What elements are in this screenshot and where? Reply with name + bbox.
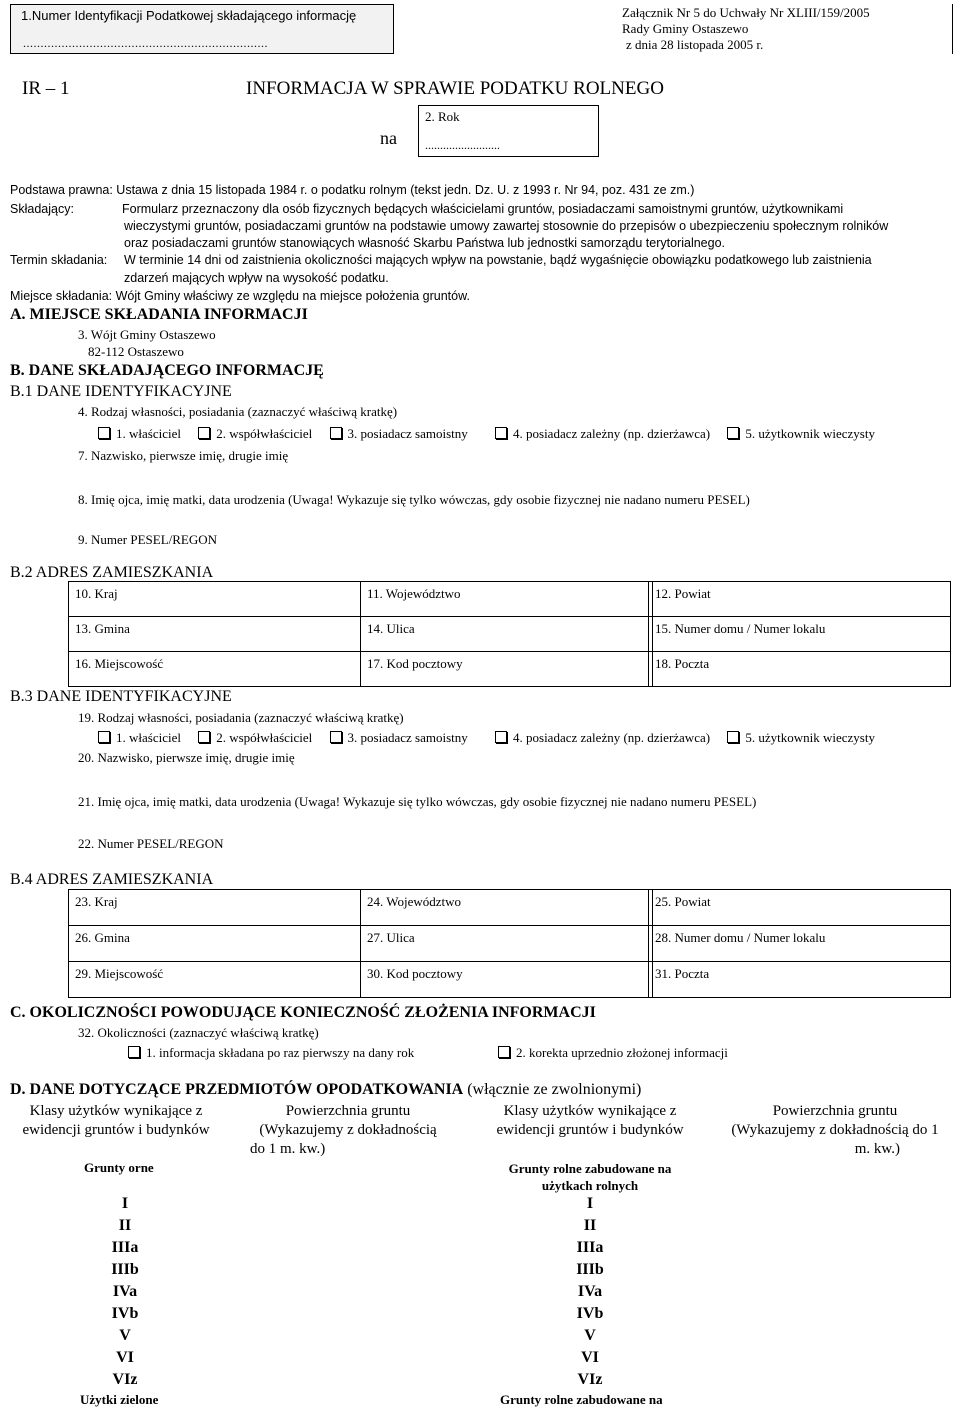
circumstance-option-2: 2. korekta uprzednio złożonej informacji [496,1045,728,1061]
address-cell-label: 18. Poczta [655,656,710,671]
office-line1: 3. Wójt Gminy Ostaszewo [78,327,216,342]
address-cell-label: 28. Numer domu / Numer lokalu [655,930,826,945]
submitter-line2: wieczystymi gruntów, posiadaczami gruntów na podstawie umowy zawartej stosownie do przepisów o ubezpieczeniu społecznym rolników [124,219,889,233]
section-d-title: D. DANE DOTYCZĄCE PRZEDMIOTÓW OPODATKOWANIA (włącznie ze zwolnionymi) [10,1081,642,1098]
col-classes-right: Klasy użytków wynikające z ewidencji gruntów i budynków [496,1103,684,1138]
grassland-label: Użytki zielone [80,1392,159,1407]
field-8-label: 8. Imię ojca, imię matki, data urodzenia (Uwaga! Wykazuje się tylko wówczas, gdy osobie fizycznej nie nadano numeru PESEL) [78,492,750,507]
address-cell-label: 27. Ulica [367,930,415,945]
submitter-line1: Formularz przeznaczony dla osób fizycznych będących właścicielami gruntów, posiadaczami samoistnymi gruntów, użytkownikami [122,202,844,216]
address-cell[interactable] [648,651,951,687]
field-19-label: 19. Rodzaj własności, posiadania (zaznaczyć właściwą kratkę) [78,710,404,725]
address-cell[interactable] [648,925,951,962]
deadline-line2: zdarzeń mających wpływ na wysokość podatku. [124,271,389,285]
address-cell[interactable] [68,889,361,926]
legal-basis: Podstawa prawna: Ustawa z dnia 15 listopada 1984 r. o podatku rolnym (tekst jedn. Dz. U. z 1993 r. Nr 94, poz. 431 ze zm.) [10,183,695,197]
field-21-label: 21. Imię ojca, imię matki, data urodzenia (Uwaga! Wykazuje się tylko wówczas, gdy osobie fizycznej nie nadano numeru PESEL) [78,794,757,809]
address-cell-label: 13. Gmina [75,621,130,636]
address-cell[interactable] [648,581,951,617]
form-code: IR – 1 [22,78,70,99]
field-7-label: 7. Nazwisko, pierwsze imię, drugie imię [78,448,289,463]
nip-dots: ...................................................................... [23,36,268,50]
classes-right-list [525,1193,655,1391]
ownership-options-1: 1. właściciel 2. współwłaściciel 3. posiadacz samoistny 4. posiadacz zależny (np. dzierżawca) 5. użytkownik wieczysty [96,426,875,442]
b4-title: B.4 ADRES ZAMIESZKANIA [10,871,214,888]
address-cell[interactable] [648,616,951,652]
deadline-line1: W terminie 14 dni od zaistnienia okoliczności mających wpływ na powstanie, bądź wygaśnięcie obowiązku podatkowego lub zaistnienia [124,253,872,267]
soil-class-label: IIIa [576,1239,604,1256]
address-cell-label: 30. Kod pocztowy [367,966,463,981]
soil-class-label: I [586,1195,594,1212]
nip-box[interactable] [10,4,394,54]
address-cell-label: 25. Powiat [655,894,711,909]
year-label: 2. Rok [425,109,460,124]
checkbox-co-owner[interactable] [198,427,210,439]
b2-title: B.2 ADRES ZAMIESZKANIA [10,564,214,581]
address-cell[interactable] [360,925,653,962]
submitter-line3: oraz posiadaczami gruntów stanowiących własność Skarbu Państwa lub jednostki samorządu terytorialnego. [124,236,726,250]
col-classes-left: Klasy użytków wynikające z ewidencji gruntów i budynków [22,1103,210,1138]
col-area-right: Powierzchnia gruntu (Wykazujemy z dokładnością do 1 m. kw.) [731,1103,939,1157]
circumstance-option-1: 1. informacja składana po raz pierwszy na dany rok [126,1045,414,1061]
section-a-title: A. MIEJSCE SKŁADANIA INFORMACJI [10,306,308,323]
address-cell-label: 24. Województwo [367,894,462,909]
b3-title: B.3 DANE IDENTYFIKACYJNE [10,688,232,705]
address-cell[interactable] [360,889,653,926]
address-cell-label: 16. Miejscowość [75,656,164,671]
soil-class-label: VI [581,1349,599,1366]
soil-class-label: IVb [111,1305,139,1322]
soil-class-label: II [118,1217,132,1234]
address-cell-label: 14. Ulica [367,621,415,636]
built-up-land-footer: Grunty rolne zabudowane na [500,1392,663,1407]
address-cell[interactable] [360,616,653,652]
address-cell[interactable] [648,961,951,998]
checkbox-owner[interactable] [98,427,110,439]
address-cell-label: 31. Poczta [655,966,710,981]
deadline-label: Termin składania: [10,253,108,267]
address-cell[interactable] [68,961,361,998]
year-dots: ......................... [425,138,500,152]
soil-class-label: IIIb [576,1261,604,1278]
address-cell-label: 11. Województwo [367,586,461,601]
soil-class-label: VIz [577,1371,603,1388]
submitter-label: Składający: [10,202,74,216]
soil-class-label: IIIb [111,1261,139,1278]
address-cell-label: 29. Miejscowość [75,966,164,981]
address-cell[interactable] [648,889,951,926]
section-c-title: C. OKOLICZNOŚCI POWODUJĄCE KONIECZNOŚĆ ZŁOŻENIA INFORMACJI [10,1004,596,1021]
address-cell-label: 26. Gmina [75,930,130,945]
address-cell[interactable] [68,651,361,687]
classes-left-list [60,1193,190,1391]
soil-class-label: I [121,1195,129,1212]
checkbox-first-submission[interactable] [128,1046,140,1058]
header-divider [952,4,953,54]
attachment-line2: Rady Gminy Ostaszewo [622,21,749,36]
b1-title: B.1 DANE IDENTYFIKACYJNE [10,383,232,400]
checkbox-independent-holder[interactable] [330,427,342,439]
arable-land-label: Grunty orne [84,1160,154,1175]
checkbox-independent-holder-2[interactable] [330,731,342,743]
address-cell-label: 10. Kraj [75,586,118,601]
address-cell-label: 17. Kod pocztowy [367,656,463,671]
soil-class-label: VIz [112,1371,138,1388]
nip-label: 1.Numer Identyfikacji Podatkowej składającego informację [21,8,357,23]
address-cell-label: 23. Kraj [75,894,118,909]
address-cell[interactable] [68,616,361,652]
field-22-label: 22. Numer PESEL/REGON [78,836,224,851]
address-cell-label: 12. Powiat [655,586,711,601]
checkbox-dependent-holder-2[interactable] [495,731,507,743]
soil-class-label: IVa [577,1283,603,1300]
place-of-submission: Miejsce składania: Wójt Gminy właściwy ze względu na miejsce położenia gruntów. [10,289,470,303]
col-area-left: Powierzchnia gruntu (Wykazujemy z dokładnością do 1 m. kw.) [250,1103,437,1157]
soil-class-label: V [584,1327,596,1344]
checkbox-dependent-holder[interactable] [495,427,507,439]
soil-class-label: IVb [576,1305,604,1322]
soil-class-label: II [583,1217,597,1234]
address-cell[interactable] [360,961,653,998]
soil-class-label: V [119,1327,131,1344]
ownership-options-2: 1. właściciel 2. współwłaściciel 3. posiadacz samoistny 4. posiadacz zależny (np. dzierżawca) 5. użytkownik wieczysty [96,730,875,746]
checkbox-owner-2[interactable] [98,731,110,743]
soil-class-label: VI [116,1349,134,1366]
field-32-label: 32. Okoliczności (zaznaczyć właściwą kratkę) [78,1025,319,1040]
address-cell[interactable] [68,581,361,617]
form-title: INFORMACJA W SPRAWIE PODATKU ROLNEGO [246,78,664,99]
address-cell[interactable] [360,651,653,687]
soil-class-label: IIIa [111,1239,139,1256]
attachment-line1: Załącznik Nr 5 do Uchwały Nr XLIII/159/2005 [622,5,870,20]
address-cell-label: 15. Numer domu / Numer lokalu [655,621,826,636]
office-line2: 82-112 Ostaszewo [88,344,184,359]
year-box[interactable] [418,105,599,157]
address-cell[interactable] [68,925,361,962]
field-4-label: 4. Rodzaj własności, posiadania (zaznaczyć właściwą kratkę) [78,404,398,419]
checkbox-co-owner-2[interactable] [198,731,210,743]
soil-class-label: IVa [112,1283,138,1300]
field-9-label: 9. Numer PESEL/REGON [78,532,218,547]
checkbox-perpetual-user[interactable] [727,427,739,439]
section-b-title: B. DANE SKŁADAJĄCEGO INFORMACJĘ [10,362,324,379]
attachment-line3: z dnia 28 listopada 2005 r. [626,37,764,52]
field-20-label: 20. Nazwisko, pierwsze imię, drugie imię [78,750,295,765]
checkbox-perpetual-user-2[interactable] [727,731,739,743]
year-na: na [380,128,397,148]
checkbox-correction[interactable] [498,1046,510,1058]
address-cell[interactable] [360,581,653,617]
built-up-land-label: Grunty rolne zabudowane na użytkach rolnych [508,1161,672,1193]
